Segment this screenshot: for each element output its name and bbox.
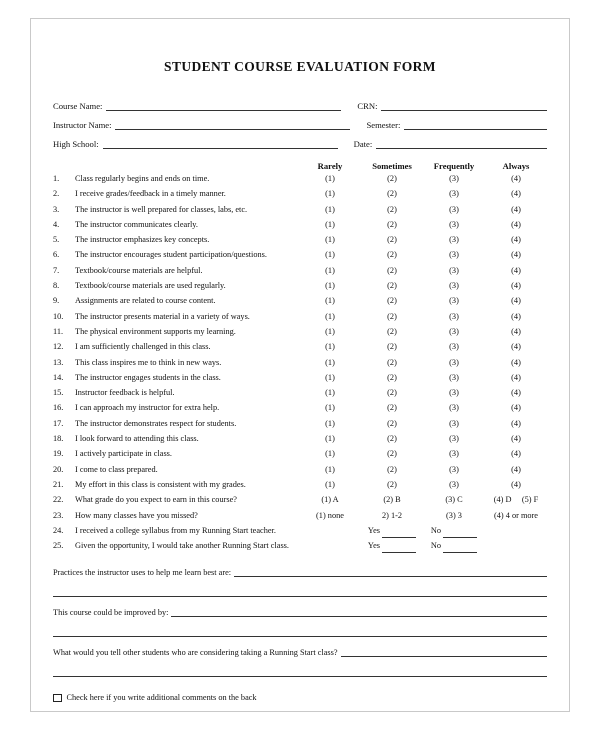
grade-option-a[interactable]: (1) A xyxy=(321,495,339,505)
table-header xyxy=(53,161,547,171)
option-always[interactable]: (4) xyxy=(511,311,521,321)
option-always[interactable]: (4) xyxy=(511,418,521,428)
additional-comments-row[interactable] xyxy=(53,693,547,702)
row-number: 24. xyxy=(53,525,64,535)
table-row-absences xyxy=(53,508,547,523)
option-frequently[interactable]: (3) xyxy=(449,342,459,352)
retake-yes-label: Yes xyxy=(367,541,380,551)
row-number: 6. xyxy=(53,250,60,260)
option-sometimes[interactable]: (2) xyxy=(387,479,397,489)
option-frequently[interactable]: (3) xyxy=(449,296,459,306)
table-row xyxy=(53,171,547,186)
option-frequently[interactable]: (3) xyxy=(449,174,459,183)
row-statement: I can approach my instructor for extra help. xyxy=(75,403,220,413)
option-frequently[interactable]: (3) xyxy=(449,326,459,336)
table-row xyxy=(53,339,547,354)
row-number: 22. xyxy=(53,495,64,505)
table-row-retake xyxy=(53,538,547,553)
table-row xyxy=(53,293,547,308)
syllabus-spacer xyxy=(299,523,361,538)
option-rarely[interactable]: (1) xyxy=(325,388,335,398)
option-always[interactable]: (4) xyxy=(511,357,521,367)
option-always[interactable]: (4) xyxy=(511,342,521,352)
option-frequently[interactable]: (3) xyxy=(449,250,459,260)
table-header-row xyxy=(53,161,547,171)
header-field-row-instructor xyxy=(53,120,547,130)
option-sometimes[interactable]: (2) xyxy=(387,342,397,352)
row-number: 15. xyxy=(53,388,64,398)
option-frequently[interactable]: (3) xyxy=(449,204,459,214)
option-sometimes[interactable]: (2) xyxy=(387,449,397,459)
row-number: 18. xyxy=(53,434,64,444)
header-number xyxy=(53,161,75,171)
option-frequently[interactable]: (3) xyxy=(449,189,459,199)
retake-spacer-right xyxy=(485,538,547,553)
option-frequently[interactable]: (3) xyxy=(449,357,459,367)
option-always[interactable]: (4) xyxy=(511,265,521,275)
semester-input[interactable] xyxy=(404,120,547,130)
option-rarely[interactable]: (1) xyxy=(325,281,335,291)
additional-comments-label: Check here if you write additional comments on the back xyxy=(66,693,257,703)
option-rarely[interactable]: (1) xyxy=(325,296,335,306)
table-row xyxy=(53,462,547,477)
table-row xyxy=(53,232,547,247)
option-frequently[interactable]: (3) xyxy=(449,372,459,382)
table-row xyxy=(53,385,547,400)
free-response-improve-label: This course could be improved by: xyxy=(53,608,169,618)
table-row xyxy=(53,400,547,415)
crn-label: CRN: xyxy=(357,101,378,111)
option-always[interactable]: (4) xyxy=(511,281,521,291)
table-row xyxy=(53,477,547,492)
row-statement: Given the opportunity, I would take another Running Start class. xyxy=(75,541,289,551)
row-statement: What grade do you expect to earn in this course? xyxy=(75,495,237,505)
option-frequently[interactable]: (3) xyxy=(449,265,459,275)
option-frequently[interactable]: (3) xyxy=(449,479,459,489)
table-row xyxy=(53,416,547,431)
option-rarely[interactable]: (1) xyxy=(325,403,335,413)
row-statement: Assignments are related to course content. xyxy=(75,296,216,306)
option-frequently[interactable]: (3) xyxy=(449,235,459,245)
retake-spacer xyxy=(299,538,361,553)
option-rarely[interactable]: (1) xyxy=(325,235,335,245)
row-number: 9. xyxy=(53,296,60,306)
option-sometimes[interactable]: (2) xyxy=(387,250,397,260)
row-statement: The instructor engages students in the class. xyxy=(75,372,221,382)
syllabus-no-label: No xyxy=(430,525,442,535)
option-sometimes[interactable]: (2) xyxy=(387,296,397,306)
header-field-row-course xyxy=(53,101,547,111)
header-fields xyxy=(53,101,547,149)
header-field-row-school xyxy=(53,139,547,149)
option-sometimes[interactable]: (2) xyxy=(387,326,397,336)
option-sometimes[interactable]: (2) xyxy=(387,357,397,367)
instructor-name-label: Instructor Name: xyxy=(53,120,112,130)
table-row xyxy=(53,309,547,324)
option-sometimes[interactable]: (2) xyxy=(387,418,397,428)
option-always[interactable]: (4) xyxy=(511,388,521,398)
option-always[interactable]: (4) xyxy=(511,219,521,229)
row-statement: Class regularly begins and ends on time. xyxy=(75,174,210,183)
table-row-grade-expectation xyxy=(53,492,547,507)
syllabus-yes-blank[interactable] xyxy=(382,529,416,538)
row-statement: The instructor presents material in a variety of ways. xyxy=(75,311,250,321)
option-rarely[interactable]: (1) xyxy=(325,342,335,352)
free-response-advice-label: What would you tell other students who are considering taking a Running Start class? xyxy=(53,648,338,658)
course-name-input[interactable] xyxy=(106,101,341,111)
free-response-advice xyxy=(53,647,547,657)
free-response-practices xyxy=(53,567,547,577)
option-sometimes[interactable]: (2) xyxy=(387,235,397,245)
option-rarely[interactable]: (1) xyxy=(325,357,335,367)
absence-option-3[interactable]: (3) 3 xyxy=(446,510,462,520)
option-sometimes[interactable]: (2) xyxy=(387,174,397,183)
header-rarely: Rarely xyxy=(317,161,343,171)
row-statement: I actively participate in class. xyxy=(75,449,172,459)
table-row xyxy=(53,247,547,262)
syllabus-yes-label: Yes xyxy=(367,525,380,535)
option-sometimes[interactable]: (2) xyxy=(387,281,397,291)
grade-option-f[interactable]: (5) F xyxy=(521,495,539,505)
option-rarely[interactable]: (1) xyxy=(325,250,335,260)
row-number: 19. xyxy=(53,449,64,459)
evaluation-table xyxy=(53,161,547,553)
table-row xyxy=(53,324,547,339)
free-response-improve-input[interactable] xyxy=(171,607,547,617)
option-rarely[interactable]: (1) xyxy=(325,174,335,183)
page-title: STUDENT COURSE EVALUATION FORM xyxy=(164,59,436,74)
option-rarely[interactable]: (1) xyxy=(325,204,335,214)
row-number: 5. xyxy=(53,235,60,245)
table-row xyxy=(53,186,547,201)
grade-options-d-f[interactable] xyxy=(485,492,547,507)
retake-no-blank[interactable] xyxy=(443,544,477,553)
option-rarely[interactable]: (1) xyxy=(325,326,335,336)
option-rarely[interactable]: (1) xyxy=(325,372,335,382)
table-row xyxy=(53,370,547,385)
option-always[interactable]: (4) xyxy=(511,449,521,459)
syllabus-no[interactable] xyxy=(423,523,485,538)
semester-label: Semester: xyxy=(366,120,401,130)
header-sometimes: Sometimes xyxy=(372,161,412,171)
row-statement: I come to class prepared. xyxy=(75,464,158,474)
free-response-practices-input-line2[interactable] xyxy=(53,587,547,597)
table-row xyxy=(53,355,547,370)
row-number: 17. xyxy=(53,418,64,428)
row-number: 23. xyxy=(53,510,64,520)
option-sometimes[interactable]: (2) xyxy=(387,403,397,413)
free-response-practices-label: Practices the instructor uses to help me learn best are: xyxy=(53,568,232,578)
syllabus-spacer-right xyxy=(485,523,547,538)
row-number: 10. xyxy=(53,311,64,321)
option-frequently[interactable]: (3) xyxy=(449,403,459,413)
high-school-label: High School: xyxy=(53,139,99,149)
option-rarely[interactable]: (1) xyxy=(325,265,335,275)
row-statement: Textbook/course materials are used regularly. xyxy=(75,281,226,291)
option-always[interactable]: (4) xyxy=(511,174,521,183)
row-number: 8. xyxy=(53,281,60,291)
option-always[interactable]: (4) xyxy=(511,434,521,444)
free-response-section xyxy=(53,567,547,677)
date-input[interactable] xyxy=(376,139,547,149)
row-statement: The instructor encourages student participation/questions. xyxy=(75,250,267,260)
free-response-advice-input-line2[interactable] xyxy=(53,667,547,677)
option-always[interactable]: (4) xyxy=(511,403,521,413)
row-number: 1. xyxy=(53,174,60,183)
absence-option-none[interactable]: (1) none xyxy=(316,510,344,520)
option-sometimes[interactable]: (2) xyxy=(387,189,397,199)
row-number: 12. xyxy=(53,342,64,352)
header-frequently: Frequently xyxy=(433,161,475,171)
free-response-improve-input-line2[interactable] xyxy=(53,627,547,637)
option-sometimes[interactable]: (2) xyxy=(387,311,397,321)
row-statement: I receive grades/feedback in a timely manner. xyxy=(75,189,226,199)
row-number: 21. xyxy=(53,479,64,489)
crn-input[interactable] xyxy=(381,101,547,111)
free-response-advice-input[interactable] xyxy=(341,647,547,657)
table-row xyxy=(53,446,547,461)
option-always[interactable]: (4) xyxy=(511,204,521,214)
option-rarely[interactable]: (1) xyxy=(325,311,335,321)
option-rarely[interactable]: (1) xyxy=(325,479,335,489)
row-number: 2. xyxy=(53,189,60,199)
option-rarely[interactable]: (1) xyxy=(325,449,335,459)
course-name-label: Course Name: xyxy=(53,101,103,111)
high-school-input[interactable] xyxy=(103,139,338,149)
form-sheet xyxy=(30,18,570,712)
option-sometimes[interactable]: (2) xyxy=(387,372,397,382)
retake-no-label: No xyxy=(430,541,442,551)
date-label: Date: xyxy=(353,139,373,149)
syllabus-no-blank[interactable] xyxy=(443,529,477,538)
option-frequently[interactable]: (3) xyxy=(449,449,459,459)
absence-option-4-or-more[interactable]: (4) 4 or more xyxy=(493,510,538,520)
option-always[interactable]: (4) xyxy=(511,326,521,336)
option-always[interactable]: (4) xyxy=(511,372,521,382)
option-always[interactable]: (4) xyxy=(511,250,521,260)
table-row xyxy=(53,431,547,446)
table-row xyxy=(53,202,547,217)
checkbox-icon[interactable] xyxy=(53,694,62,703)
row-statement: Textbook/course materials are helpful. xyxy=(75,265,203,275)
row-statement: The instructor is well prepared for classes, labs, etc. xyxy=(75,204,248,214)
option-always[interactable]: (4) xyxy=(511,296,521,306)
row-number: 25. xyxy=(53,541,64,551)
option-always[interactable]: (4) xyxy=(511,464,521,474)
row-number: 11. xyxy=(53,326,64,336)
row-statement: The physical environment supports my learning. xyxy=(75,326,236,336)
instructor-name-input[interactable] xyxy=(115,120,350,130)
grade-option-d[interactable]: (4) D xyxy=(493,495,512,505)
free-response-practices-input[interactable] xyxy=(234,567,547,577)
grade-option-c[interactable]: (3) C xyxy=(445,495,463,505)
row-number: 16. xyxy=(53,403,64,413)
option-always[interactable]: (4) xyxy=(511,479,521,489)
row-number: 14. xyxy=(53,372,64,382)
option-rarely[interactable]: (1) xyxy=(325,189,335,199)
row-statement: This class inspires me to think in new ways. xyxy=(75,357,222,367)
retake-yes[interactable] xyxy=(361,538,423,553)
header-statement xyxy=(75,161,299,171)
row-number: 20. xyxy=(53,464,64,474)
header-always: Always xyxy=(502,161,530,171)
row-statement: I look forward to attending this class. xyxy=(75,434,199,444)
absence-option-1-2[interactable]: 2) 1-2 xyxy=(381,510,403,520)
option-frequently[interactable]: (3) xyxy=(449,281,459,291)
option-sometimes[interactable]: (2) xyxy=(387,464,397,474)
row-statement: The instructor emphasizes key concepts. xyxy=(75,235,210,245)
row-statement: I am sufficiently challenged in this class. xyxy=(75,342,211,352)
grade-option-b[interactable]: (2) B xyxy=(383,495,401,505)
row-number: 4. xyxy=(53,219,60,229)
row-number: 7. xyxy=(53,265,60,275)
option-sometimes[interactable]: (2) xyxy=(387,388,397,398)
retake-no[interactable] xyxy=(423,538,485,553)
table-row-syllabus xyxy=(53,523,547,538)
row-statement: I received a college syllabus from my Running Start teacher. xyxy=(75,525,276,535)
free-response-improve xyxy=(53,607,547,617)
row-number: 13. xyxy=(53,357,64,367)
option-sometimes[interactable]: (2) xyxy=(387,204,397,214)
option-rarely[interactable]: (1) xyxy=(325,418,335,428)
row-statement: The instructor communicates clearly. xyxy=(75,219,198,229)
row-number: 3. xyxy=(53,204,60,214)
option-always[interactable]: (4) xyxy=(511,235,521,245)
option-frequently[interactable]: (3) xyxy=(449,464,459,474)
option-frequently[interactable]: (3) xyxy=(449,418,459,428)
table-body xyxy=(53,171,547,553)
table-row xyxy=(53,278,547,293)
table-row xyxy=(53,263,547,278)
option-frequently[interactable]: (3) xyxy=(449,388,459,398)
row-statement: How many classes have you missed? xyxy=(75,510,198,520)
retake-yes-blank[interactable] xyxy=(382,544,416,553)
option-sometimes[interactable]: (2) xyxy=(387,265,397,275)
syllabus-yes[interactable] xyxy=(361,523,423,538)
option-rarely[interactable]: (1) xyxy=(325,219,335,229)
option-always[interactable]: (4) xyxy=(511,189,521,199)
option-rarely[interactable]: (1) xyxy=(325,434,335,444)
option-frequently[interactable]: (3) xyxy=(449,434,459,444)
option-rarely[interactable]: (1) xyxy=(325,464,335,474)
option-frequently[interactable]: (3) xyxy=(449,311,459,321)
row-statement: The instructor demonstrates respect for students. xyxy=(75,418,237,428)
option-sometimes[interactable]: (2) xyxy=(387,434,397,444)
row-statement: My effort in this class is consistent with my grades. xyxy=(75,479,246,489)
option-sometimes[interactable]: (2) xyxy=(387,219,397,229)
row-statement: Instructor feedback is helpful. xyxy=(75,388,175,398)
table-row xyxy=(53,217,547,232)
option-frequently[interactable]: (3) xyxy=(449,219,459,229)
